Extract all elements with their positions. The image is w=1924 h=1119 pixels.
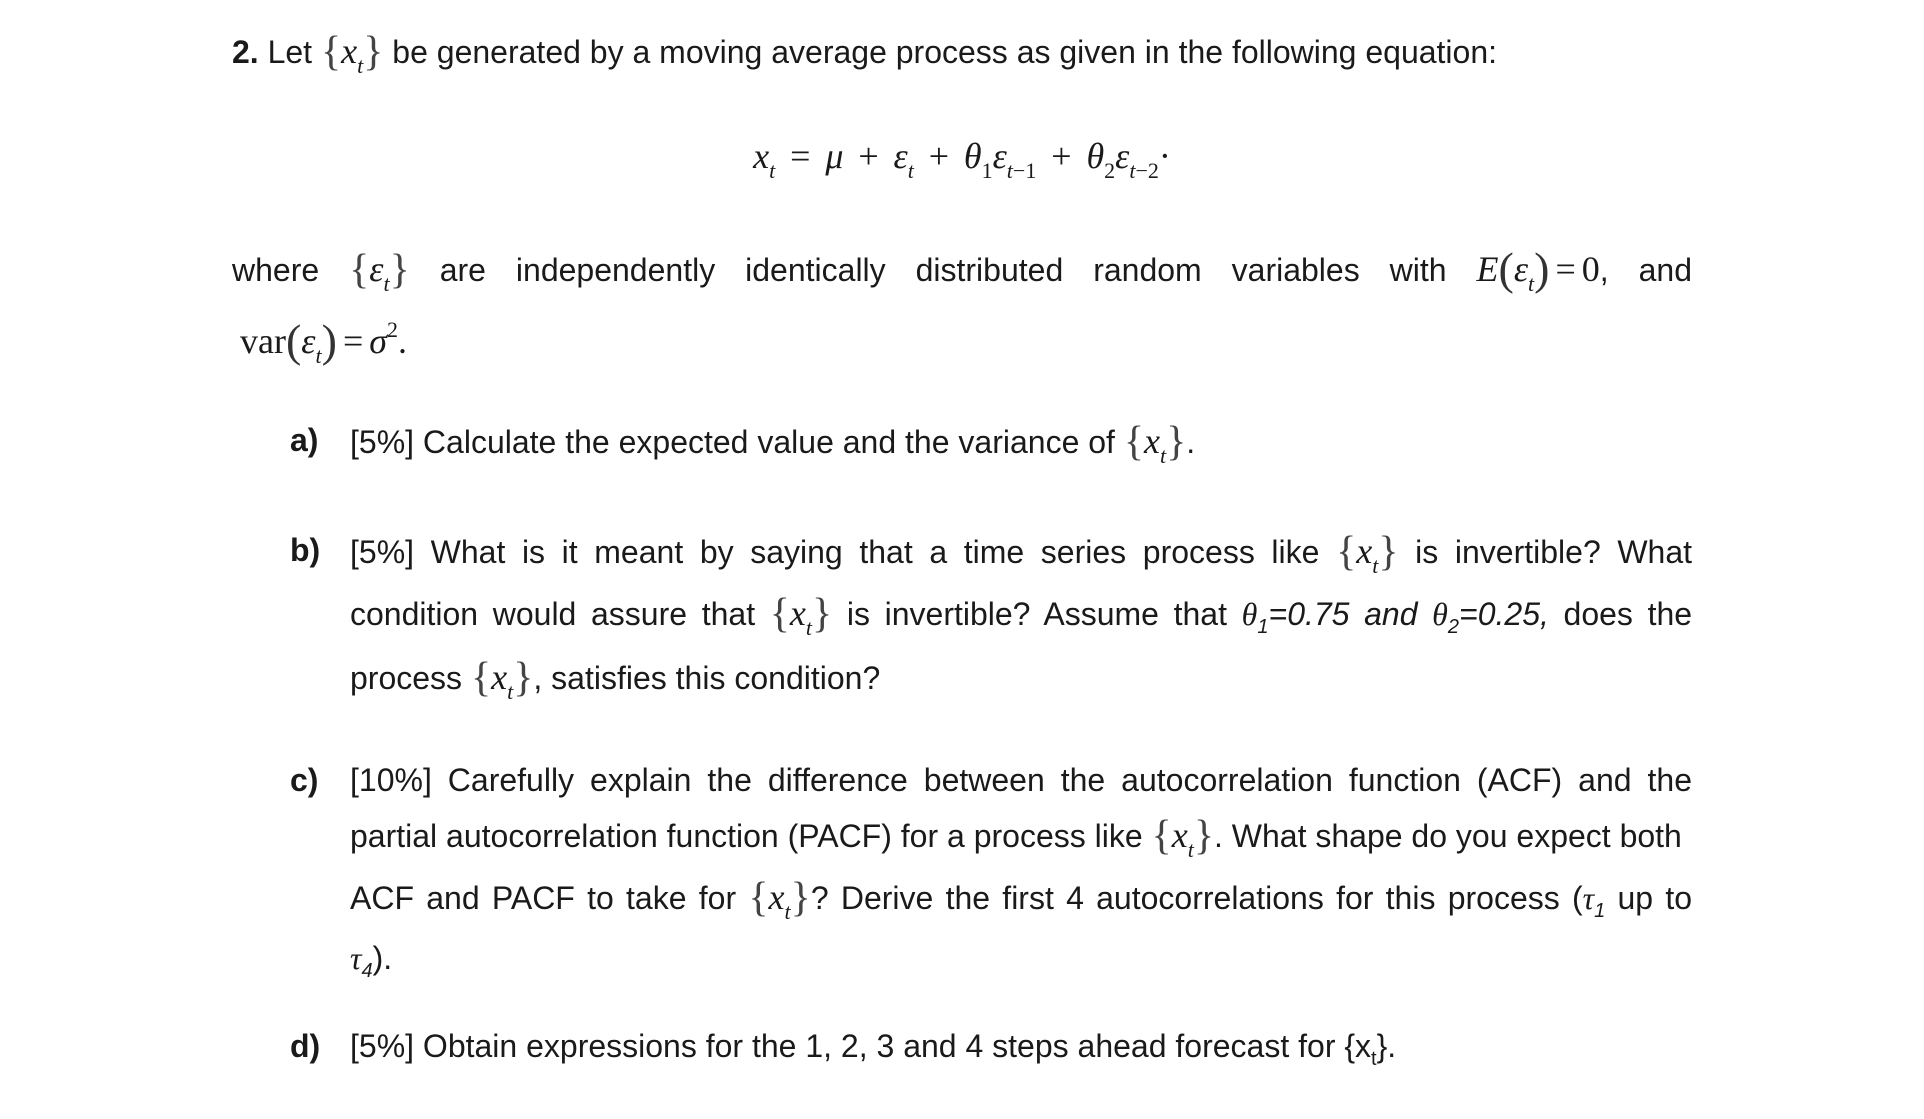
- where-line: [232, 243, 1693, 304]
- part-d-text-pre: [5%] Obtain expressions for the 1, 2, 3 and 4 steps ahead forecast for {x: [350, 1028, 1372, 1064]
- part-c-line3-post: ? Derive the first 4 autocorrelations for this process (: [810, 880, 1583, 916]
- part-a-text: [350, 420, 1195, 476]
- where-text-and: , and: [1599, 252, 1693, 288]
- part-c-line3-end: up to: [1605, 880, 1693, 916]
- part-d-text: [350, 1026, 1396, 1079]
- where-text-mid: are independently identically distributed random variables with: [439, 252, 1447, 288]
- part-a-label: a): [290, 422, 319, 458]
- part-a-text-pre: [5%] Calculate the expected value and the variance of: [350, 424, 1115, 460]
- question-number: 2.: [232, 34, 259, 70]
- theta-values: $\theta_1=0.75$ and $\theta_2=0.25$,: [1241, 596, 1549, 638]
- part-c-label: c): [290, 762, 319, 798]
- part-c-line4: [350, 938, 392, 991]
- part-b-line3-post: , satisfies this condition?: [533, 660, 881, 696]
- question-intro-line: [232, 30, 1497, 86]
- part-b-line2-pre: condition would assure that: [350, 596, 756, 632]
- part-c-line2: [350, 814, 1682, 870]
- math-xt-set: $\{x_t\}$: [748, 875, 811, 924]
- part-c-line3: [350, 876, 1692, 932]
- part-c-line2-post: . What shape do you expect both: [1213, 818, 1682, 854]
- intro-text-pre: Let: [267, 34, 313, 70]
- part-a-text-post: .: [1186, 424, 1196, 460]
- math-xt-set: $\{x_t\}$: [470, 655, 534, 704]
- math-xt-set: $\{x_t\}$: [769, 591, 833, 640]
- part-b-line2: [350, 592, 1692, 648]
- tau1: $\tau_1$: [1582, 880, 1606, 922]
- variance-line: $var(\varepsilon_t) = \sigma^2$.: [240, 315, 408, 368]
- part-b-label: b): [290, 532, 321, 568]
- part-b-line2-mid: is invertible? Assume that: [846, 596, 1227, 632]
- part-c-line3-pre: ACF and PACF to take for: [350, 880, 737, 916]
- where-text-pre: where: [232, 252, 320, 288]
- math-eps-set: $\{\varepsilon_t\}$: [349, 247, 410, 296]
- ma-equation: $x_t = \mu + \varepsilon_t + \theta_1\varepsilon_{t-1} + \theta_2\varepsilon_{t-2}\cdot$: [753, 136, 1171, 183]
- part-c-line4-post: ).: [372, 940, 393, 976]
- tau1-sub: 1: [1594, 900, 1606, 922]
- math-xt-set: $\{x_t\}$: [1336, 529, 1399, 578]
- tau4-sub: 4: [361, 960, 373, 982]
- part-b-line2-post: does the: [1563, 596, 1693, 632]
- math-xt-set: $\{x_t\}$: [320, 29, 384, 78]
- math-xt-set: $\{x_t\}$: [1123, 419, 1187, 468]
- part-c-line1: [10%] Carefully explain the difference between the autocorrelation function (ACF) and the: [350, 762, 1692, 798]
- part-d-sub-t: t: [1371, 1048, 1377, 1070]
- math-xt-set: $\{x_t\}$: [1151, 813, 1214, 862]
- part-b-line1: [350, 530, 1692, 586]
- var-function: var: [240, 321, 286, 361]
- intro-text-post: be generated by a moving average process as given in the following equation:: [392, 34, 1498, 70]
- part-b-line1-post: is invertible? What: [1415, 534, 1693, 570]
- theta2-value: =0.25,: [1459, 596, 1549, 632]
- math-expectation: $E(\varepsilon_t) = 0$: [1476, 243, 1600, 296]
- part-b-line3: [350, 656, 880, 712]
- part-b-line1-pre: [5%] What is it meant by saying that a time series process like: [350, 534, 1320, 570]
- part-d-text-post: }.: [1376, 1028, 1397, 1064]
- part-d-label: d): [290, 1028, 321, 1064]
- tau4: $\tau_4$: [350, 940, 373, 982]
- part-c-line2-pre: partial autocorrelation function (PACF) for a process like: [350, 818, 1143, 854]
- part-b-line3-pre: process: [350, 660, 463, 696]
- theta1-value: =0.75 and: [1268, 596, 1418, 632]
